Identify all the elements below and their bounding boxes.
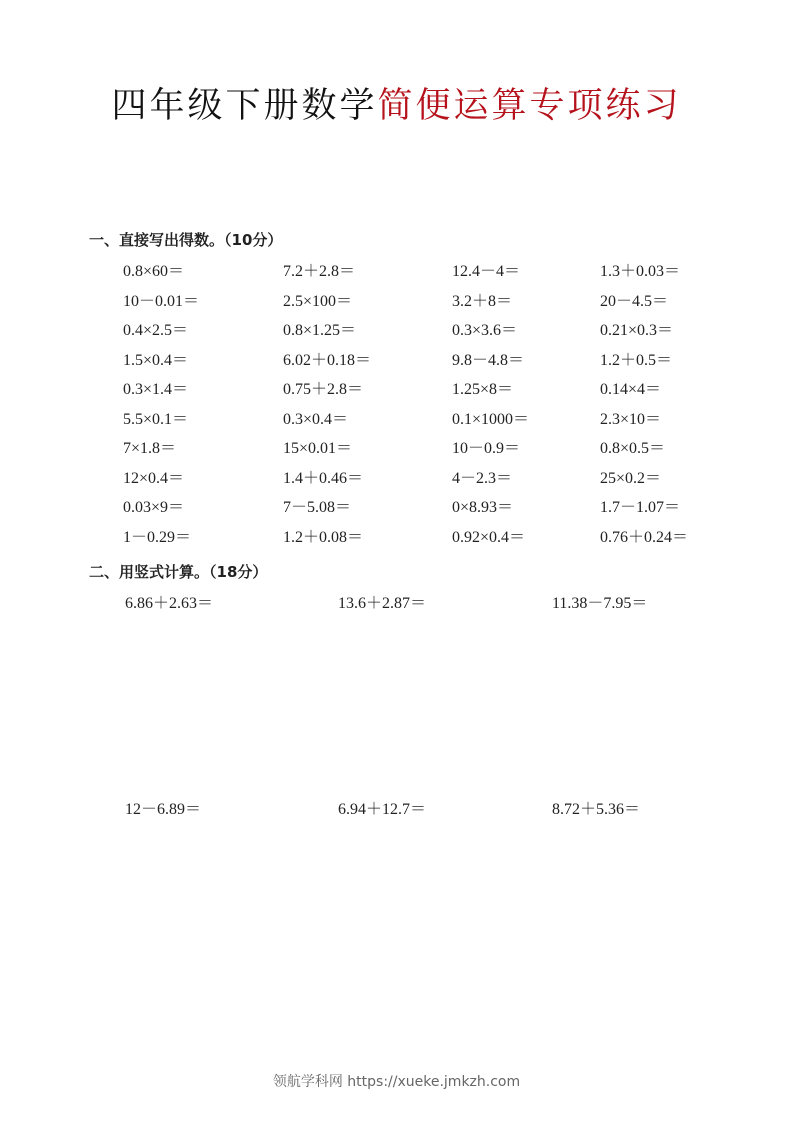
title-red: 简便运算专项练习 [377, 86, 682, 126]
arithmetic-problem: 0.1×1000＝ [452, 410, 530, 428]
vertical-problem: 13.6＋2.87＝ [338, 595, 427, 612]
arithmetic-problem: 0.21×0.3＝ [600, 322, 674, 339]
vertical-problem: 6.94＋12.7＝ [338, 801, 427, 818]
arithmetic-problem: 1.5×0.4＝ [123, 351, 189, 369]
arithmetic-problem: 0.76＋0.24＝ [600, 528, 689, 546]
arithmetic-problem: 10－0.9＝ [452, 440, 521, 457]
arithmetic-problem: 1.25×8＝ [452, 381, 514, 398]
arithmetic-problem: 3.2＋8＝ [452, 292, 513, 310]
arithmetic-problem: 5.5×0.1＝ [123, 410, 189, 428]
arithmetic-problem: 15×0.01＝ [283, 440, 353, 457]
arithmetic-problem: 1.7－1.07＝ [600, 499, 681, 516]
arithmetic-problem: 0.3×0.4＝ [283, 410, 349, 428]
arithmetic-problem: 1.2＋0.5＝ [600, 351, 673, 369]
arithmetic-problem: 0.8×60＝ [123, 263, 185, 280]
arithmetic-problem: 1.2＋0.08＝ [283, 528, 364, 546]
arithmetic-problem: 9.8－4.8＝ [452, 351, 525, 369]
arithmetic-problem: 0.3×3.6＝ [452, 322, 518, 339]
arithmetic-problem: 2.3×10＝ [600, 410, 662, 428]
arithmetic-problem: 7－5.08＝ [283, 499, 352, 516]
arithmetic-problem: 10－0.01＝ [123, 292, 200, 310]
vertical-problem: 11.38－7.95＝ [552, 595, 648, 612]
arithmetic-problem: 20－4.5＝ [600, 292, 669, 310]
title-black: 四年级下册数学 [111, 86, 378, 126]
page-title [0, 78, 793, 128]
vertical-problem: 8.72＋5.36＝ [552, 801, 641, 818]
arithmetic-problem: 0.3×1.4＝ [123, 381, 189, 398]
arithmetic-problem: 0×8.93＝ [452, 499, 514, 516]
arithmetic-problem: 2.5×100＝ [283, 292, 353, 310]
arithmetic-problem: 0.14×4＝ [600, 381, 662, 398]
arithmetic-problem: 1.4＋0.46＝ [283, 469, 364, 487]
arithmetic-problem: 7×1.8＝ [123, 440, 177, 457]
arithmetic-problem: 0.92×0.4＝ [452, 528, 526, 546]
arithmetic-problem: 1－0.29＝ [123, 528, 192, 546]
arithmetic-problem: 1.3＋0.03＝ [600, 263, 681, 280]
arithmetic-problem: 4－2.3＝ [452, 469, 513, 487]
arithmetic-problem: 0.8×1.25＝ [283, 322, 357, 339]
arithmetic-problem: 25×0.2＝ [600, 469, 662, 487]
arithmetic-problem: 0.75＋2.8＝ [283, 381, 364, 398]
vertical-problem: 12－6.89＝ [125, 801, 202, 818]
arithmetic-problem: 6.02＋0.18＝ [283, 351, 372, 369]
section1-heading: 一、直接写出得数。（10分） [89, 231, 283, 249]
arithmetic-problem: 7.2＋2.8＝ [283, 263, 356, 280]
arithmetic-problem: 0.4×2.5＝ [123, 322, 189, 339]
vertical-problem: 6.86＋2.63＝ [125, 595, 214, 612]
section2-heading: 二、用竖式计算。（18分） [89, 563, 268, 581]
arithmetic-problem: 12×0.4＝ [123, 469, 185, 487]
footer-watermark: 领航学科网 https://xueke.jmkzh.com [272, 1074, 521, 1090]
arithmetic-problem: 0.03×9＝ [123, 499, 185, 516]
arithmetic-problem: 12.4－4＝ [452, 263, 521, 280]
arithmetic-problem: 0.8×0.5＝ [600, 440, 666, 457]
